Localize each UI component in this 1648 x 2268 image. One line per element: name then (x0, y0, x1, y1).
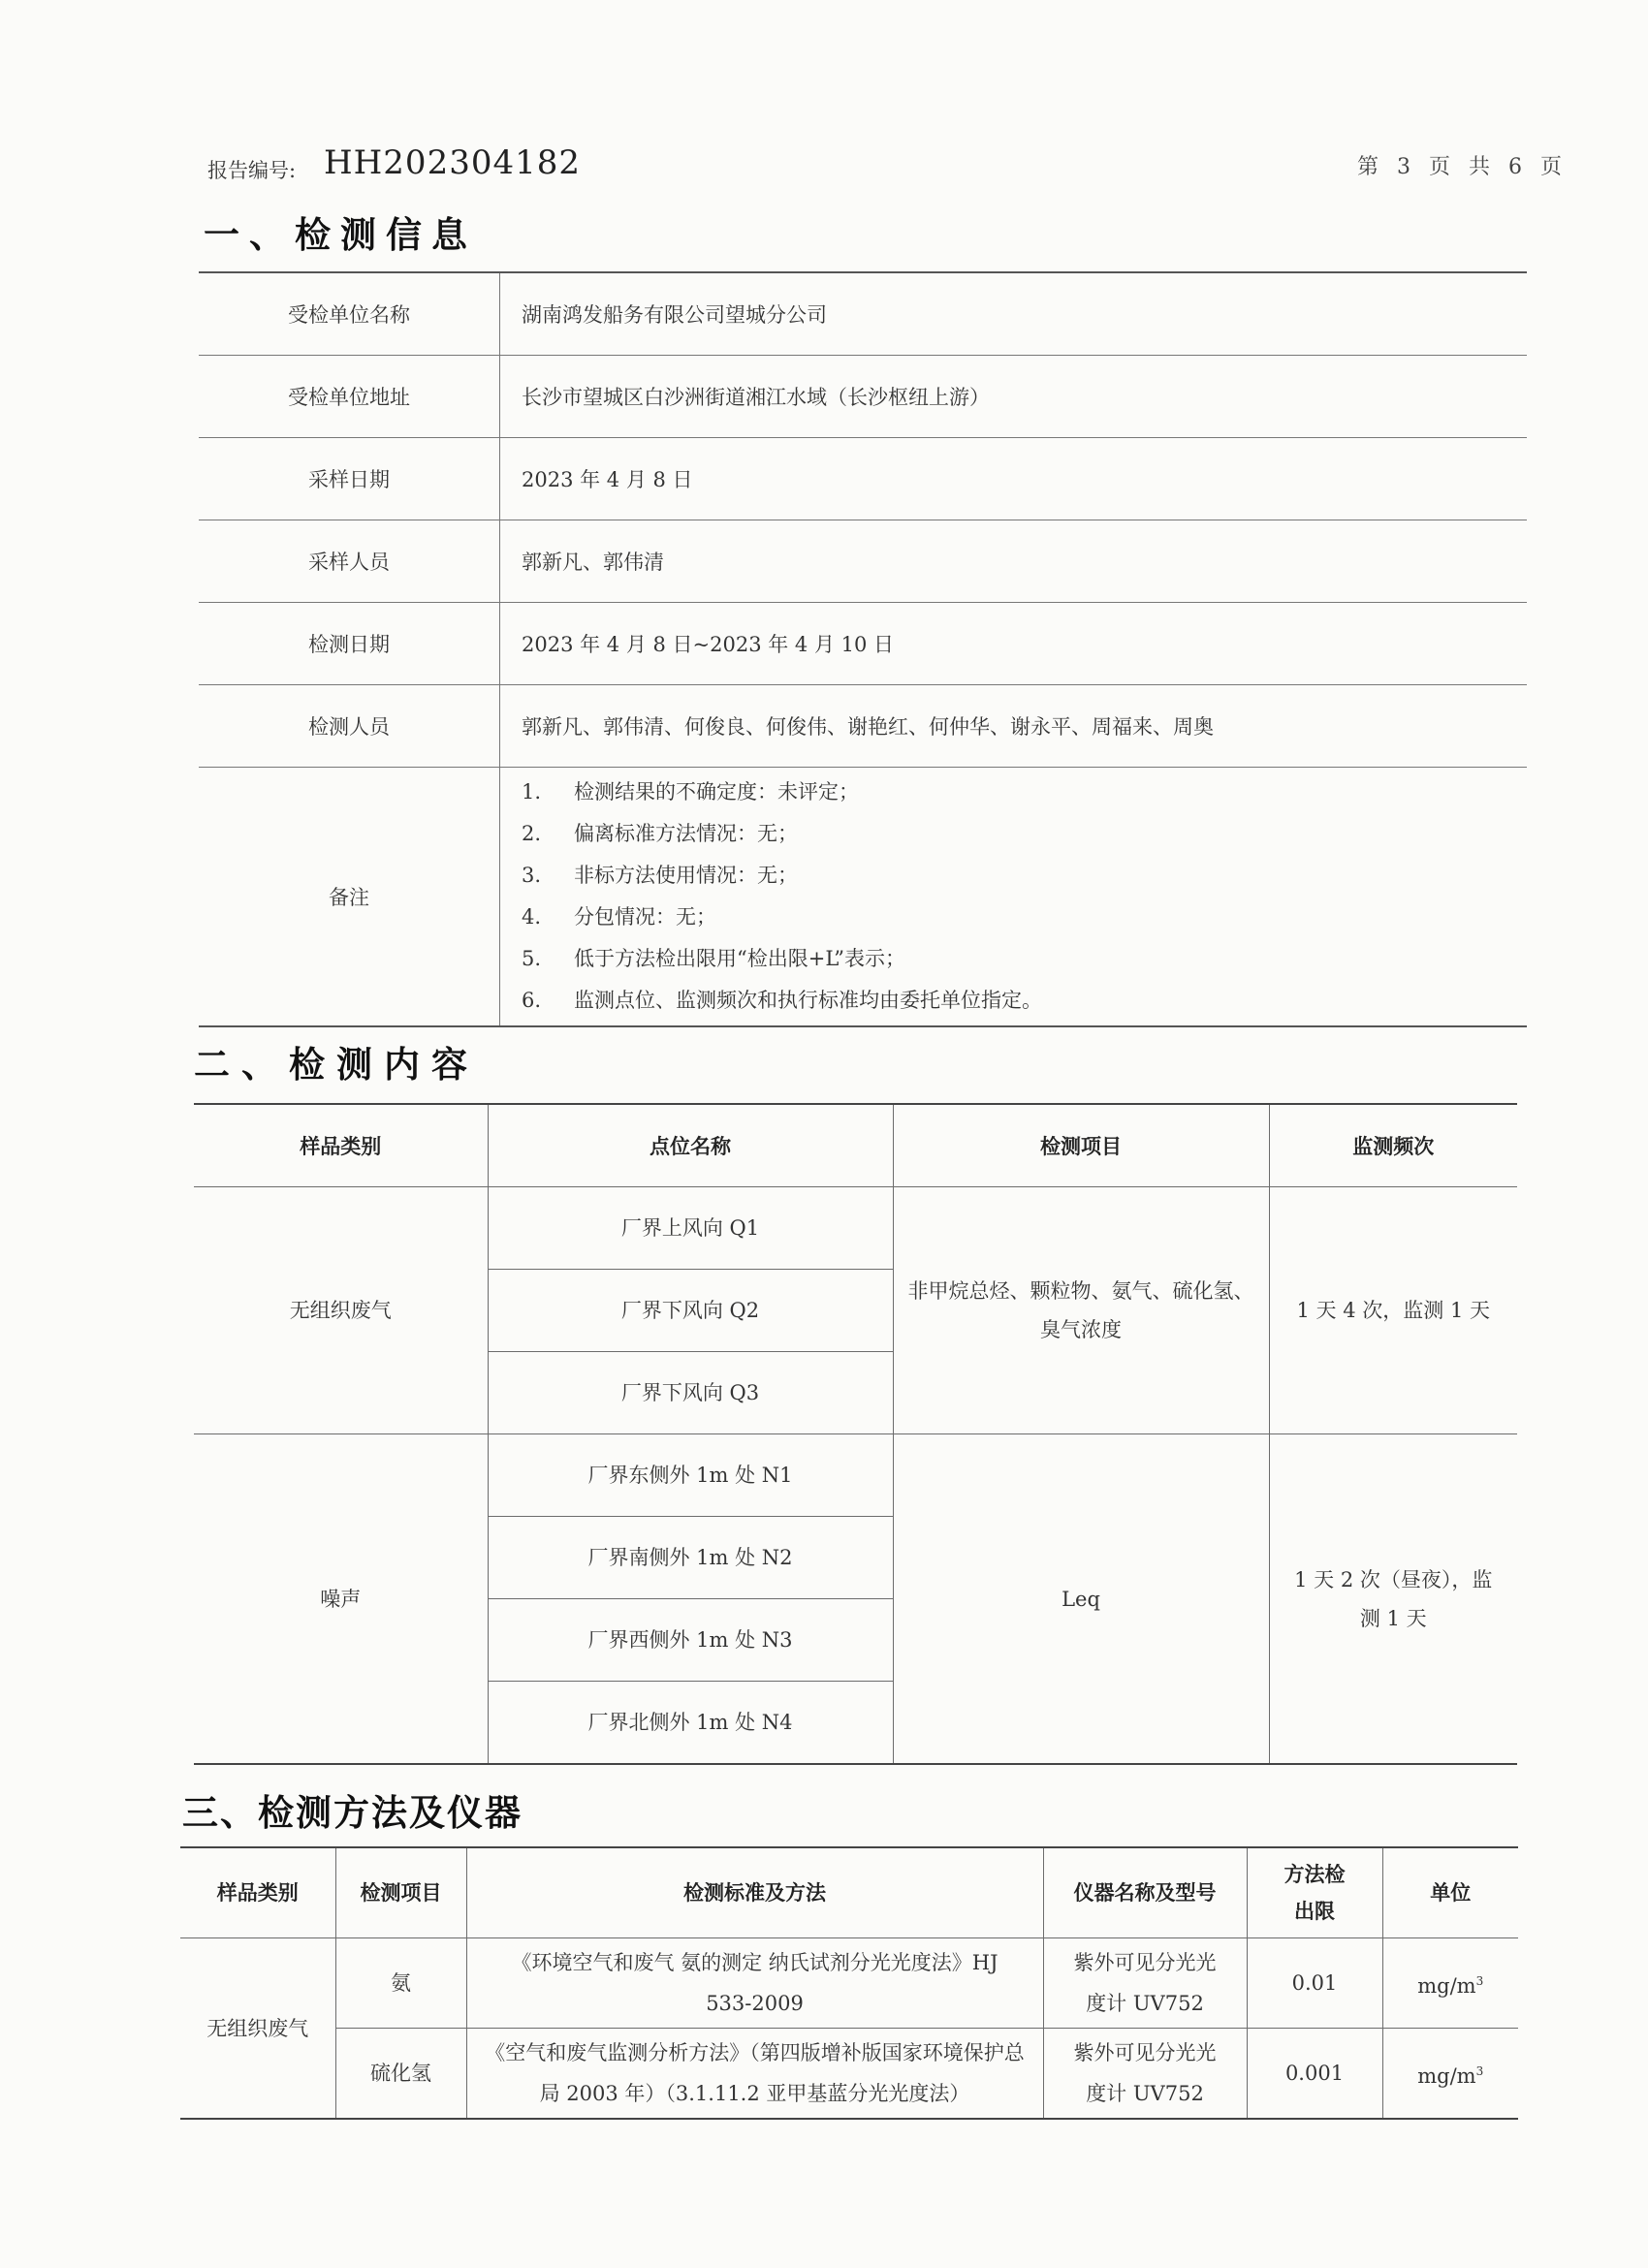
column-header: 监测频次 (1269, 1104, 1517, 1187)
row-label: 受检单位地址 (199, 356, 500, 438)
row-value: 郭新凡、郭伟清、何俊良、何俊伟、谢艳红、何仲华、谢永平、周福来、周奥 (500, 685, 1528, 768)
point-cell: 厂界上风向 Q1 (488, 1187, 893, 1270)
note-number: 4. (522, 905, 542, 929)
notes-list (522, 768, 1527, 1025)
table-header-row (180, 1847, 1518, 1938)
note-text: 低于方法检出限用“检出限+L”表示； (574, 947, 905, 970)
table-row-notes (199, 768, 1527, 1027)
note-number: 5. (522, 947, 542, 970)
point-cell: 厂界西侧外 1m 处 N3 (488, 1599, 893, 1682)
row-label: 采样人员 (199, 520, 500, 603)
note-text: 检测结果的不确定度：未评定； (574, 780, 859, 803)
report-number: HH202304182 (324, 143, 581, 182)
section-title-info: 一、检测信息 (204, 214, 477, 256)
table-row (194, 1434, 1517, 1517)
row-label: 受检单位名称 (199, 272, 500, 356)
instrument-cell: 紫外可见分光光度计 UV752 (1043, 1938, 1247, 2029)
note-text: 分包情况：无； (574, 905, 716, 929)
table-row (199, 603, 1527, 685)
table-row (199, 520, 1527, 603)
row-label: 采样日期 (199, 438, 500, 520)
table-row (199, 272, 1527, 356)
note-number: 6. (522, 989, 542, 1012)
list-item (522, 938, 1527, 980)
row-value: 湖南鸿发船务有限公司望城分公司 (500, 272, 1528, 356)
point-cell: 厂界下风向 Q3 (488, 1352, 893, 1434)
row-value: 郭新凡、郭伟清 (500, 520, 1528, 603)
limit-cell: 0.01 (1247, 1938, 1382, 2029)
column-header: 单位 (1382, 1847, 1518, 1938)
table-row (194, 1187, 1517, 1270)
note-text: 偏离标准方法情况：无； (574, 822, 798, 845)
column-header: 样品类别 (194, 1104, 488, 1187)
column-header: 检测项目 (893, 1104, 1269, 1187)
row-value: 长沙市望城区白沙洲街道湘江水域（长沙枢纽上游） (500, 356, 1528, 438)
note-text: 非标方法使用情况：无； (574, 864, 798, 887)
items-cell: 非甲烷总烃、颗粒物、氨气、硫化氢、臭气浓度 (893, 1187, 1269, 1434)
table-row (180, 2029, 1518, 2120)
method-cell: 《空气和废气监测分析方法》（第四版增补版国家环境保护总局 2003 年）（3.1.11.2 亚甲基蓝分光光度法） (466, 2029, 1043, 2120)
report-number-label: 报告编号: (207, 159, 297, 182)
category-cell: 无组织废气 (194, 1187, 488, 1434)
section-title-content: 二、检测内容 (194, 1044, 479, 1086)
column-header: 仪器名称及型号 (1043, 1847, 1247, 1938)
frequency-cell: 1 天 4 次，监测 1 天 (1269, 1187, 1517, 1434)
table-row (199, 438, 1527, 520)
note-number: 3. (522, 864, 542, 887)
unit-cell (1382, 1938, 1518, 2029)
unit-superscript: 3 (1475, 2063, 1484, 2078)
method-cell: 《环境空气和废气 氨的测定 纳氏试剂分光光度法》HJ 533-2009 (466, 1938, 1043, 2029)
row-label: 检测人员 (199, 685, 500, 768)
unit-text: mg/m (1417, 1973, 1476, 1998)
items-cell: Leq (893, 1434, 1269, 1765)
notes-label: 备注 (199, 768, 500, 1027)
unit-text: mg/m (1417, 2063, 1476, 2088)
section-title-methods: 三、检测方法及仪器 (182, 1792, 523, 1834)
table-row (199, 685, 1527, 768)
column-header: 方法检出限 (1247, 1847, 1382, 1938)
note-number: 2. (522, 822, 542, 845)
list-item (522, 813, 1527, 855)
column-header: 点位名称 (488, 1104, 893, 1187)
frequency-cell: 1 天 2 次（昼夜），监测 1 天 (1269, 1434, 1517, 1765)
point-cell: 厂界南侧外 1m 处 N2 (488, 1517, 893, 1599)
row-value: 2023 年 4 月 8 日 (500, 438, 1528, 520)
unit-cell (1382, 2029, 1518, 2120)
methods-table (180, 1846, 1518, 2120)
point-cell: 厂界下风向 Q2 (488, 1270, 893, 1352)
list-item (522, 980, 1527, 1022)
content-table (194, 1103, 1517, 1765)
category-cell: 无组织废气 (180, 1938, 335, 2120)
note-number: 1. (522, 780, 542, 803)
page-info: 第 3 页 共 6 页 (1357, 155, 1568, 179)
unit-superscript: 3 (1475, 1973, 1484, 1988)
column-header: 检测标准及方法 (466, 1847, 1043, 1938)
table-row (180, 1938, 1518, 2029)
list-item (522, 897, 1527, 938)
info-table (199, 271, 1527, 1027)
column-header: 检测项目 (335, 1847, 466, 1938)
point-cell: 厂界北侧外 1m 处 N4 (488, 1682, 893, 1765)
point-cell: 厂界东侧外 1m 处 N1 (488, 1434, 893, 1517)
item-cell: 氨 (335, 1938, 466, 2029)
notes-cell (500, 768, 1528, 1027)
list-item (522, 855, 1527, 897)
row-value: 2023 年 4 月 8 日~2023 年 4 月 10 日 (500, 603, 1528, 685)
table-header-row (194, 1104, 1517, 1187)
column-header: 样品类别 (180, 1847, 335, 1938)
list-item (522, 772, 1527, 813)
item-cell: 硫化氢 (335, 2029, 466, 2120)
row-label: 检测日期 (199, 603, 500, 685)
limit-cell: 0.001 (1247, 2029, 1382, 2120)
category-cell: 噪声 (194, 1434, 488, 1765)
table-row (199, 356, 1527, 438)
note-text: 监测点位、监测频次和执行标准均由委托单位指定。 (574, 989, 1042, 1012)
instrument-cell: 紫外可见分光光度计 UV752 (1043, 2029, 1247, 2120)
